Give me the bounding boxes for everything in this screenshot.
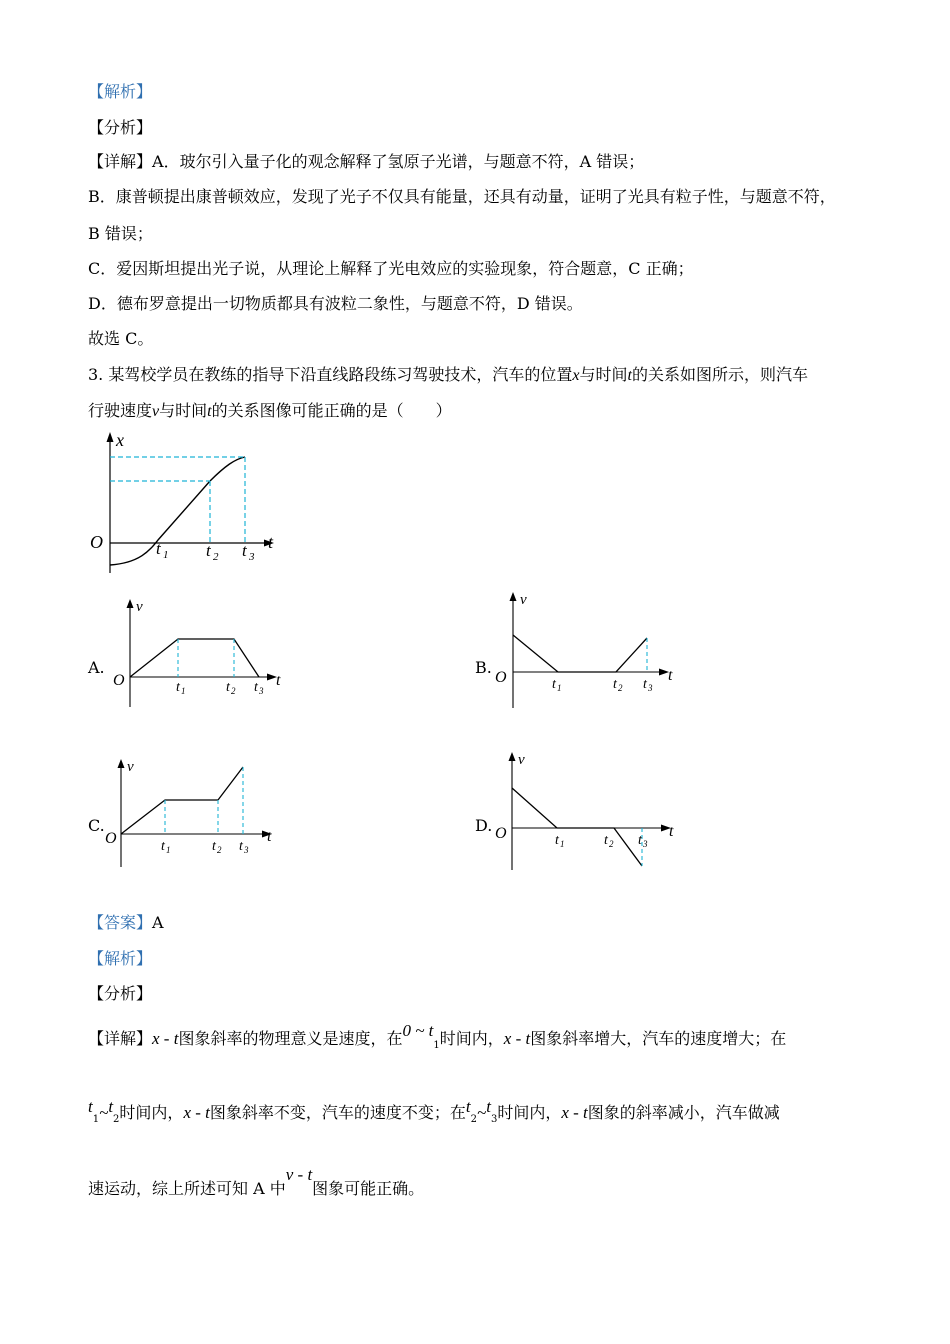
svg-text:t: t <box>555 833 559 848</box>
section-fenxi-1: 【分析】 <box>88 118 153 137</box>
svg-text:2: 2 <box>231 686 236 696</box>
svg-text:1: 1 <box>163 549 169 561</box>
svg-text:t: t <box>276 672 281 689</box>
svg-text:3: 3 <box>648 683 653 693</box>
section-jiexi-1: 【解析】 <box>88 82 153 101</box>
svg-text:2: 2 <box>213 551 219 563</box>
svg-text:t: t <box>226 680 230 695</box>
option-c-label: C. <box>88 816 105 835</box>
svg-text:t: t <box>267 828 272 845</box>
svg-text:t: t <box>161 839 165 854</box>
axis-x-label: x <box>116 430 124 450</box>
section-fenxi-2: 【分析】 <box>88 984 153 1003</box>
svg-text:1: 1 <box>557 683 562 693</box>
question-3-line-1: 3. 某驾校学员在教练的指导下沿直线路段练习驾驶技术，汽车的位置x与时间t的关系如图所示，则汽车 <box>88 365 808 384</box>
option-b-label: B. <box>475 658 492 677</box>
svg-text:t: t <box>604 833 608 848</box>
detail-line-d: D．德布罗意提出一切物质都具有波粒二象性，与题意不符，D 错误。 <box>88 294 583 313</box>
svg-text:1: 1 <box>181 686 186 696</box>
option-a-graph <box>105 597 295 709</box>
svg-text:t: t <box>212 839 216 854</box>
tick-t3: t <box>242 541 247 560</box>
axis-t-label: t <box>268 532 274 552</box>
option-d-graph <box>492 748 682 873</box>
detail-line-c: C．爱因斯坦提出光子说，从理论上解释了光电效应的实验现象，符合题意，C 正确； <box>88 259 694 278</box>
svg-text:t: t <box>638 833 642 848</box>
option-d-label: D. <box>475 816 493 835</box>
svg-text:v: v <box>518 752 525 768</box>
detail-conclusion: 故选 C。 <box>88 329 154 348</box>
detail2-line-3: 速运动，综上所述可知 A 中v - t图象可能正确。 <box>88 1165 425 1198</box>
svg-text:t: t <box>254 680 258 695</box>
svg-text:t: t <box>668 667 673 684</box>
svg-text:2: 2 <box>217 845 222 855</box>
svg-text:v: v <box>520 592 527 608</box>
section-jiexi-2: 【解析】 <box>88 949 153 968</box>
detail-line-b2: B 错误； <box>88 224 153 243</box>
svg-text:t: t <box>176 680 180 695</box>
svg-text:v: v <box>127 759 134 775</box>
question-3-line-2: 行驶速度v与时间t的关系图像可能正确的是（ ） <box>88 401 452 420</box>
svg-text:3: 3 <box>249 551 255 563</box>
svg-text:3: 3 <box>259 686 264 696</box>
detail2-line-1: 【详解】x - t图象斜率的物理意义是速度，在0 ~ $t_1$时间内，x - t图象斜率增大，汽车的速度增大；在 <box>88 1021 787 1051</box>
svg-text:t: t <box>239 839 243 854</box>
origin-label: O <box>90 532 103 552</box>
x-t-graph <box>80 430 290 580</box>
svg-text:O: O <box>495 669 507 686</box>
svg-text:t: t <box>552 677 556 692</box>
svg-text:1: 1 <box>166 845 171 855</box>
svg-text:O: O <box>113 672 125 689</box>
option-b-graph <box>492 590 682 710</box>
svg-text:t: t <box>669 823 674 840</box>
tick-t2: t <box>206 541 211 560</box>
svg-text:v: v <box>136 599 143 615</box>
tick-t1: t <box>156 539 161 558</box>
detail-line-a: 【详解】A．玻尔引入量子化的观念解释了氢原子光谱，与题意不符，A 错误； <box>88 152 645 171</box>
svg-text:3: 3 <box>244 845 249 855</box>
option-c-graph <box>105 755 285 870</box>
svg-text:O: O <box>495 825 507 842</box>
answer-line: 【答案】A <box>88 913 164 932</box>
svg-text:2: 2 <box>609 839 614 849</box>
detail2-line-2: $t_1\sim t_2$时间内，x - t图象斜率不变，汽车的速度不变；在$t_2\sim t_3$时间内，x - t图象的斜率减小，汽车做减 <box>88 1097 780 1125</box>
svg-text:1: 1 <box>560 839 565 849</box>
svg-text:t: t <box>643 677 647 692</box>
option-a-label: A. <box>88 658 105 677</box>
svg-text:O: O <box>105 830 117 847</box>
svg-text:2: 2 <box>618 683 623 693</box>
svg-text:3: 3 <box>643 839 648 849</box>
svg-text:t: t <box>613 677 617 692</box>
detail-line-b1: B．康普顿提出康普顿效应，发现了光子不仅具有能量，还具有动量，证明了光具有粒子性，与题意不符， <box>88 187 836 206</box>
